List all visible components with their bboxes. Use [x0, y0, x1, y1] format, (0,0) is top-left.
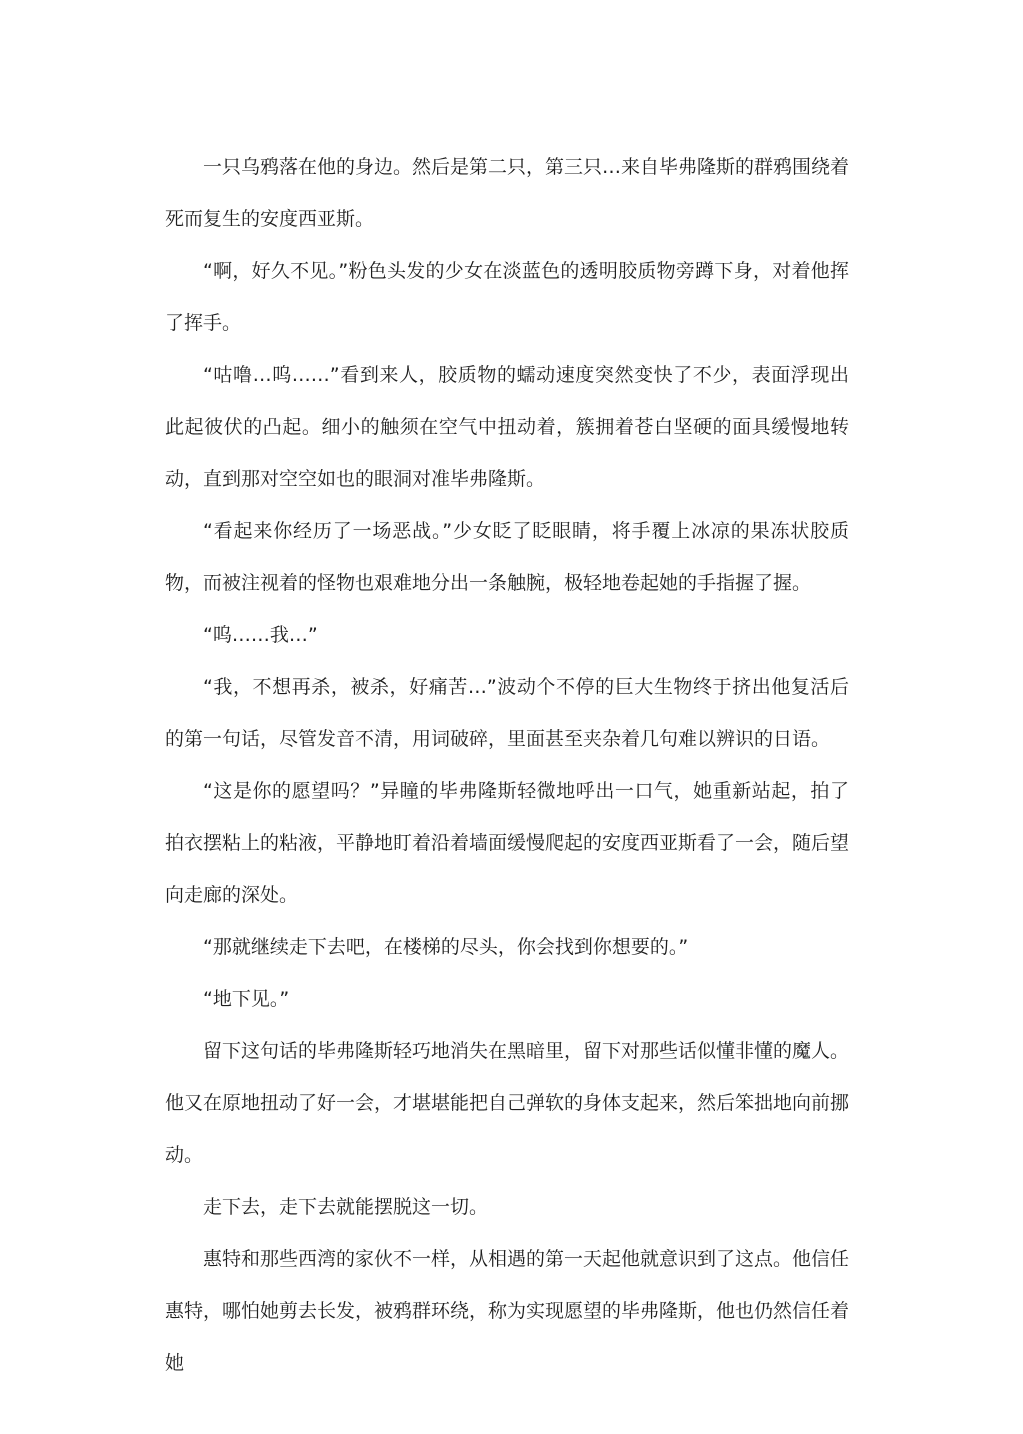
paragraph: 一只乌鸦落在他的身边。然后是第二只，第三只…来自毕弗隆斯的群鸦围绕着死而复生的安度西亚斯。 — [165, 156, 850, 230]
paragraph: “我，不想再杀，被杀，好痛苦…”波动个不停的巨大生物终于挤出他复活后的第一句话，尽管发音不清，用词破碎，里面甚至夹杂着几句难以辨识的日语。 — [165, 676, 849, 750]
paragraph: “地下见。” — [203, 988, 290, 1010]
paragraph: “啊，好久不见。”粉色头发的少女在淡蓝色的透明胶质物旁蹲下身，对着他挥了挥手。 — [165, 260, 849, 334]
paragraph: 惠特和那些西湾的家伙不一样，从相遇的第一天起他就意识到了这点。他信任惠特，哪怕她剪去长发，被鸦群环绕，称为实现愿望的毕弗隆斯，他也仍然信任着她 — [165, 1248, 850, 1374]
paragraph: “看起来你经历了一场恶战。”少女眨了眨眼睛，将手覆上冰凉的果冻状胶质物，而被注视着的怪物也艰难地分出一条触腕，极轻地卷起她的手指握了握。 — [165, 520, 849, 594]
paragraph: 留下这句话的毕弗隆斯轻巧地消失在黑暗里，留下对那些话似懂非懂的魔人。他又在原地扭动了好一会，才堪堪能把自己弹软的身体支起来，然后笨拙地向前挪动。 — [165, 1040, 850, 1166]
story-text — [165, 141, 849, 1389]
paragraph: “咕噜…呜……”看到来人，胶质物的蠕动速度突然变快了不少，表面浮现出此起彼伏的凸起。细小的触须在空气中扭动着，簇拥着苍白坚硬的面具缓慢地转动，直到那对空空如也的眼洞对准毕弗隆斯。 — [165, 364, 849, 490]
paragraph: “这是你的愿望吗？”异瞳的毕弗隆斯轻微地呼出一口气，她重新站起，拍了拍衣摆粘上的粘液，平静地盯着沿着墙面缓慢爬起的安度西亚斯看了一会，随后望向走廊的深处。 — [165, 780, 850, 906]
paragraph: 走下去，走下去就能摆脱这一切。 — [203, 1196, 489, 1218]
paragraph: “那就继续走下去吧，在楼梯的尽头，你会找到你想要的。” — [203, 936, 689, 958]
paragraph: “呜……我…” — [203, 624, 318, 646]
